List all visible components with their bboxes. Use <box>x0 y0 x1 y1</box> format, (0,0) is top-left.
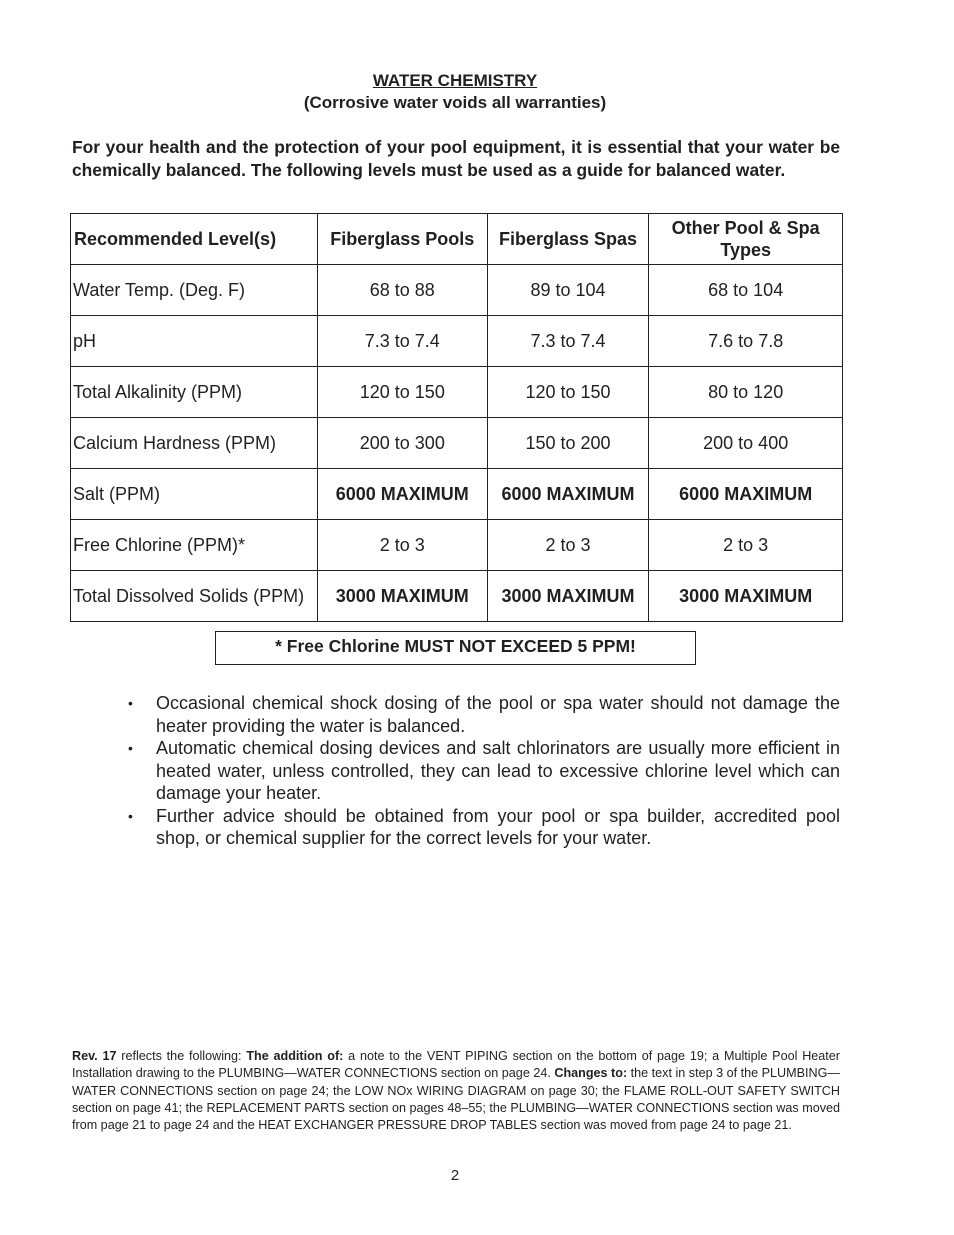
revision-text: the text in step 3 of the PLUMBING—WATER CONNECTIONS section on page 24; the LOW NOx WIRING DIAGRAM on page 30; the FLAME ROLL-OUT SAFETY SWITCH section on page 41; the REPLACEMENT PARTS section on pages 48–55; the PLUMBING—WATER CONNECTIONS section was moved from page 21 to page 24 and the HEAT EXCHANGER PRESSURE DROP TABLES section was moved from page 24 to page 21. <box>72 1066 841 1133</box>
advice-list <box>128 692 840 850</box>
table-cell: 120 to 150 <box>487 367 649 418</box>
table-cell: Salt (PPM) <box>71 469 318 520</box>
revision-label: Rev. 17 <box>72 1049 117 1063</box>
table-row <box>71 367 843 418</box>
list-item <box>128 692 840 737</box>
table-cell: 3000 MAXIMUM <box>649 571 843 622</box>
table-cell: 6000 MAXIMUM <box>317 469 487 520</box>
table-cell: Free Chlorine (PPM)* <box>71 520 318 571</box>
table-cell: 6000 MAXIMUM <box>487 469 649 520</box>
table-cell: pH <box>71 316 318 367</box>
table-cell: 68 to 104 <box>649 265 843 316</box>
table-row <box>71 469 843 520</box>
table-cell: 120 to 150 <box>317 367 487 418</box>
list-item <box>128 805 840 850</box>
table-cell: 80 to 120 <box>649 367 843 418</box>
column-header: Other Pool & Spa Types <box>649 214 843 265</box>
table-cell: 200 to 400 <box>649 418 843 469</box>
table-cell: 2 to 3 <box>649 520 843 571</box>
table-cell: 2 to 3 <box>317 520 487 571</box>
page-subtitle: (Corrosive water voids all warranties) <box>303 93 607 112</box>
addition-label: The addition of: <box>246 1049 344 1063</box>
revision-text: a note to the VENT PIPING section on the bottom of page 19; a Multiple Pool Heater Installation drawing to the PLUMBING—WATER CONNECTIONS section on page 24. <box>72 1049 840 1081</box>
chlorine-warning-box: * Free Chlorine MUST NOT EXCEED 5 PPM! <box>215 631 696 665</box>
column-header: Fiberglass Spas <box>487 214 649 265</box>
table-cell: 3000 MAXIMUM <box>487 571 649 622</box>
table-cell: 2 to 3 <box>487 520 649 571</box>
table-row <box>71 520 843 571</box>
revision-note <box>72 1048 840 1134</box>
column-header: Fiberglass Pools <box>317 214 487 265</box>
table-cell: Calcium Hardness (PPM) <box>71 418 318 469</box>
table-cell: Total Alkalinity (PPM) <box>71 367 318 418</box>
revision-text: reflects the following: <box>116 1049 247 1063</box>
changes-label: Changes to: <box>554 1066 628 1081</box>
page-title-block <box>0 70 910 114</box>
list-item-text: Automatic chemical dosing devices and salt chlorinators are usually more efficient in heated water, unless controlled, they can lead to excessive chlorine level which can damage your heater. <box>156 738 840 803</box>
list-item-text: Occasional chemical shock dosing of the pool or spa water should not damage the heater providing the water is balanced. <box>156 693 840 736</box>
bullet-icon: • <box>128 740 133 756</box>
table-header-row <box>71 214 843 265</box>
bullet-icon: • <box>128 807 133 824</box>
page-title: WATER CHEMISTRY <box>372 71 538 90</box>
intro-paragraph: For your health and the protection of your pool equipment, it is essential that your water be chemically balanced. The following levels must be used as a guide for balanced water. <box>72 137 840 180</box>
table-row <box>71 265 843 316</box>
column-header: Recommended Level(s) <box>71 214 318 265</box>
list-item-text: Further advice should be obtained from your pool or spa builder, accredited pool shop, or chemical supplier for the correct levels for your water. <box>156 805 840 848</box>
water-chemistry-table <box>70 213 843 622</box>
table-cell: 3000 MAXIMUM <box>317 571 487 622</box>
table-cell: 68 to 88 <box>317 265 487 316</box>
page-number: 2 <box>450 1167 460 1184</box>
table-cell: Water Temp. (Deg. F) <box>71 265 318 316</box>
table-row <box>71 418 843 469</box>
table-cell: 89 to 104 <box>487 265 649 316</box>
table-cell: 150 to 200 <box>487 418 649 469</box>
table-cell: Total Dissolved Solids (PPM) <box>71 571 318 622</box>
bullet-icon: • <box>128 695 133 711</box>
table-cell: 200 to 300 <box>317 418 487 469</box>
table-row <box>71 571 843 622</box>
table-cell: 7.6 to 7.8 <box>649 316 843 367</box>
table-cell: 6000 MAXIMUM <box>649 469 843 520</box>
table-cell: 7.3 to 7.4 <box>317 316 487 367</box>
table-cell: 7.3 to 7.4 <box>487 316 649 367</box>
table-row <box>71 316 843 367</box>
list-item <box>128 737 840 805</box>
